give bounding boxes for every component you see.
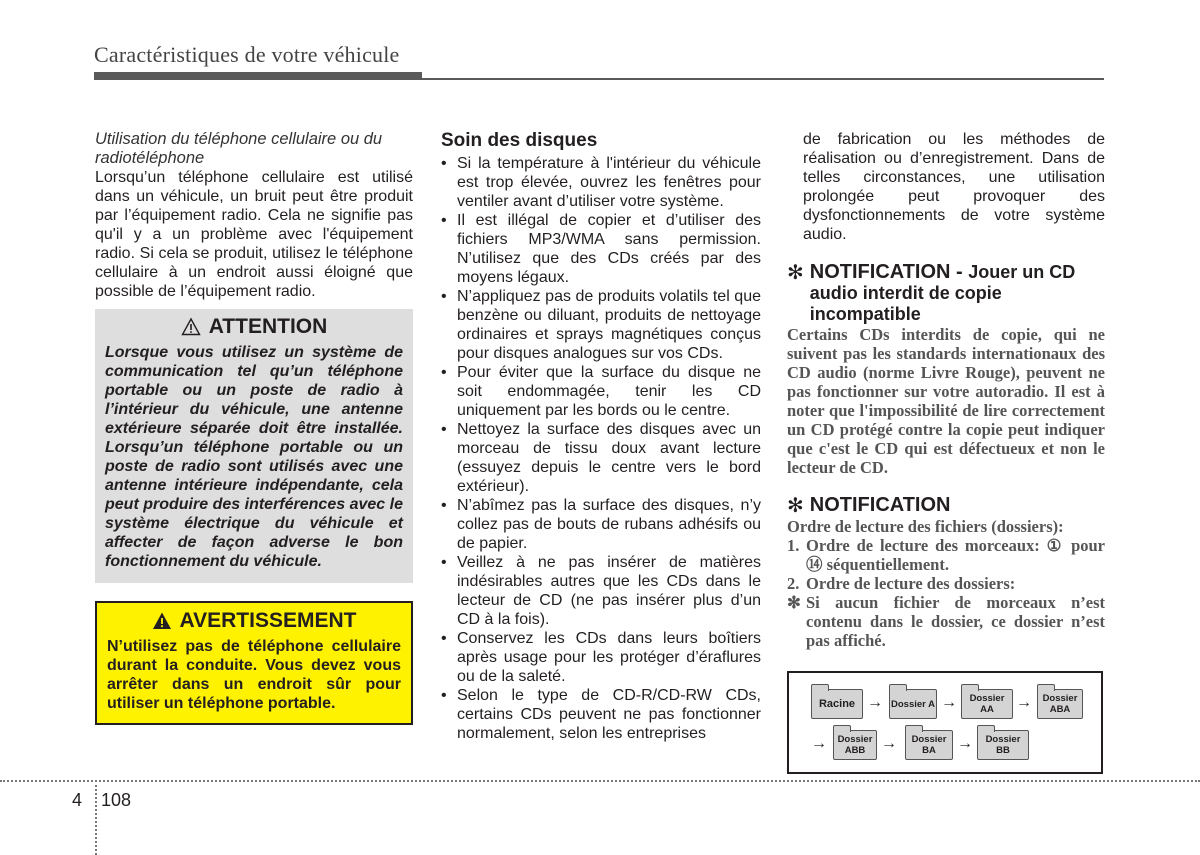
asterisk-icon: ✻ bbox=[787, 495, 804, 517]
playback-order-list bbox=[787, 536, 1105, 650]
continuation-text: de fabrication ou les méthodes de réalisation ou d’enregistrement. Dans de telles circonstances, une utilisation prolongée peut provoquer des dysfonctionnements de votre système audio. bbox=[803, 131, 1105, 243]
list-item bbox=[787, 574, 1105, 593]
footer-dotted-divider bbox=[95, 780, 97, 855]
attention-text: Lorsque vous utilisez un système de communication tel qu’un téléphone portable ou un poste de radio à l’intérieur du véhicule, une antenne extérieure séparée doit être installée. Lorsqu’un téléphone portable ou un poste de radio sont utilisés avec une antenne intérieure indépendante, cela peut produire des interférences avec le système électrique du véhicule et affecter de façon adverse le bon fonctionnement du véhicule. bbox=[105, 344, 403, 570]
list-item: • N’appliquez pas de produits volatils tel que benzène ou diluant, produits de nettoyage ordinaires et sprays magnétiques conçus pour disques analogues sur vos CDs. bbox=[441, 287, 761, 363]
item-number: 1. bbox=[787, 536, 800, 555]
item-text: Ordre de lecture des morceaux: ① pour ⑭ séquentiellement. bbox=[806, 536, 1105, 574]
folder-icon-aba: Dossier ABA bbox=[1037, 689, 1083, 719]
disc-care-heading: Soin des disques bbox=[441, 130, 598, 151]
list-item bbox=[787, 593, 1105, 650]
warning-box bbox=[95, 601, 413, 725]
arrow-right-icon: → bbox=[941, 694, 957, 711]
list-item bbox=[787, 536, 1105, 574]
item-number: 2. bbox=[787, 574, 800, 593]
list-item: • Pour éviter que la surface du disque ne soit endommagée, tenir les CD uniquement par les bords ou le centre. bbox=[441, 363, 761, 420]
attention-box bbox=[95, 309, 413, 583]
footer-dotted-rule bbox=[0, 780, 1200, 782]
arrow-right-icon: → bbox=[867, 694, 883, 711]
item-text: Ordre de lecture des dossiers: bbox=[806, 574, 1016, 593]
list-item: • Nettoyez la surface des disques avec un morceau de tissu doux avant lecture (essuyez depuis le centre vers le bord extérieur). bbox=[441, 420, 761, 496]
list-item: • Selon le type de CD-R/CD-RW CDs, certains CDs peuvent ne pas fonctionner normalement, selon les entreprises bbox=[441, 686, 761, 743]
notification-header bbox=[787, 495, 1105, 517]
list-item: • Veillez à ne pas insérer de matières indésirables autres que les CDs dans le lecteur de CD (ne pas insérer plus d’un CD à la fois). bbox=[441, 553, 761, 629]
disc-care-list bbox=[441, 154, 761, 743]
header-rule-thick bbox=[94, 72, 422, 80]
warning-title: AVERTISSEMENT bbox=[179, 609, 357, 632]
folder-icon-racine: Racine bbox=[811, 689, 863, 719]
arrow-right-icon: → bbox=[811, 735, 827, 752]
asterisk-icon: ✻ bbox=[787, 262, 804, 284]
folder-icon-bb: Dossier BB bbox=[977, 730, 1029, 760]
left-column bbox=[95, 130, 413, 725]
list-item: • N’abîmez pas la surface des disques, n’y collez pas de bouts de rubans adhésifs ou de papier. bbox=[441, 496, 761, 553]
cellphone-paragraph: Lorsqu’un téléphone cellulaire est utilisé dans un véhicule, un bruit peut être produit par l’équipement radio. Cela ne signifie pas qu'il y a un problème avec l'équipement radio. Si cela se produit, utilisez le téléphone cellulaire à un endroit aussi éloigné que possible de l’équipement radio. bbox=[95, 169, 413, 300]
warning-header bbox=[107, 609, 401, 633]
item-text: Si aucun fichier de morceaux n’est contenu dans le dossier, ce dossier n’est pas affiché. bbox=[806, 593, 1105, 650]
playback-order-intro: Ordre de lecture des fichiers (dossiers): bbox=[787, 517, 1064, 536]
warning-text: N’utilisez pas de téléphone cellulaire durant la conduite. Vous devez vous arrêter dans un endroit sûr pour utiliser un téléphone portable. bbox=[107, 638, 401, 712]
attention-header bbox=[105, 315, 403, 339]
folder-icon-ba: Dossier BA bbox=[905, 730, 953, 760]
list-item: • Conservez les CDs dans leurs boîtiers après usage pour les protéger d’éraflures ou de la saleté. bbox=[441, 629, 761, 686]
arrow-right-icon: → bbox=[1016, 694, 1032, 711]
notification-title-wrap bbox=[810, 262, 1105, 325]
folder-order-diagram bbox=[787, 671, 1103, 774]
arrow-right-icon: → bbox=[957, 735, 973, 752]
list-item: • Si la température à l'intérieur du véhicule est trop élevée, ouvrez les fenêtres pour ventiler avant d’utiliser votre système. bbox=[441, 154, 761, 211]
arrow-right-icon: → bbox=[881, 735, 897, 752]
page-number: 108 bbox=[101, 790, 132, 810]
attention-title: ATTENTION bbox=[208, 315, 328, 338]
item-number: ✻ bbox=[787, 593, 801, 612]
list-item: • Il est illégal de copier et d’utiliser des fichiers MP3/WMA sans permission. N’utilisez que des CDs créés par des moyens légaux. bbox=[441, 211, 761, 287]
middle-column bbox=[441, 130, 761, 743]
header-rule-thin bbox=[422, 78, 1104, 80]
folder-icon-abb: Dossier ABB bbox=[833, 730, 877, 760]
warning-triangle-icon bbox=[152, 611, 172, 631]
chapter-number: 4 bbox=[72, 790, 83, 810]
page-header-title: Caractéristiques de votre véhicule bbox=[94, 42, 400, 67]
cellphone-subheading: Utilisation du téléphone cellulaire ou du radiotéléphone bbox=[95, 130, 383, 167]
notification-copy-protected-text: Certains CDs interdits de copie, qui ne suivent pas les standards internationaux des CD audio (norme Livre Rouge), peuvent ne pas fonctionner sur votre autoradio. Il est à noter que l'impossibilité de lire correctement un CD protégé contre la copie peut indiquer que c'est le CD qui est défectueux et non le lecteur de CD. bbox=[787, 325, 1105, 477]
notification-subtitle: Jouer un CD audio interdit de copie incompatible bbox=[809, 262, 1076, 324]
right-column bbox=[787, 130, 1105, 650]
notification-title: NOTIFICATION bbox=[809, 494, 951, 516]
notification-copy-protected-header bbox=[787, 262, 1105, 325]
caution-triangle-icon bbox=[181, 317, 201, 337]
folder-icon-aa: Dossier AA bbox=[961, 689, 1013, 719]
folder-icon-a: Dossier A bbox=[889, 689, 937, 719]
notification-title: NOTIFICATION - bbox=[809, 261, 969, 283]
